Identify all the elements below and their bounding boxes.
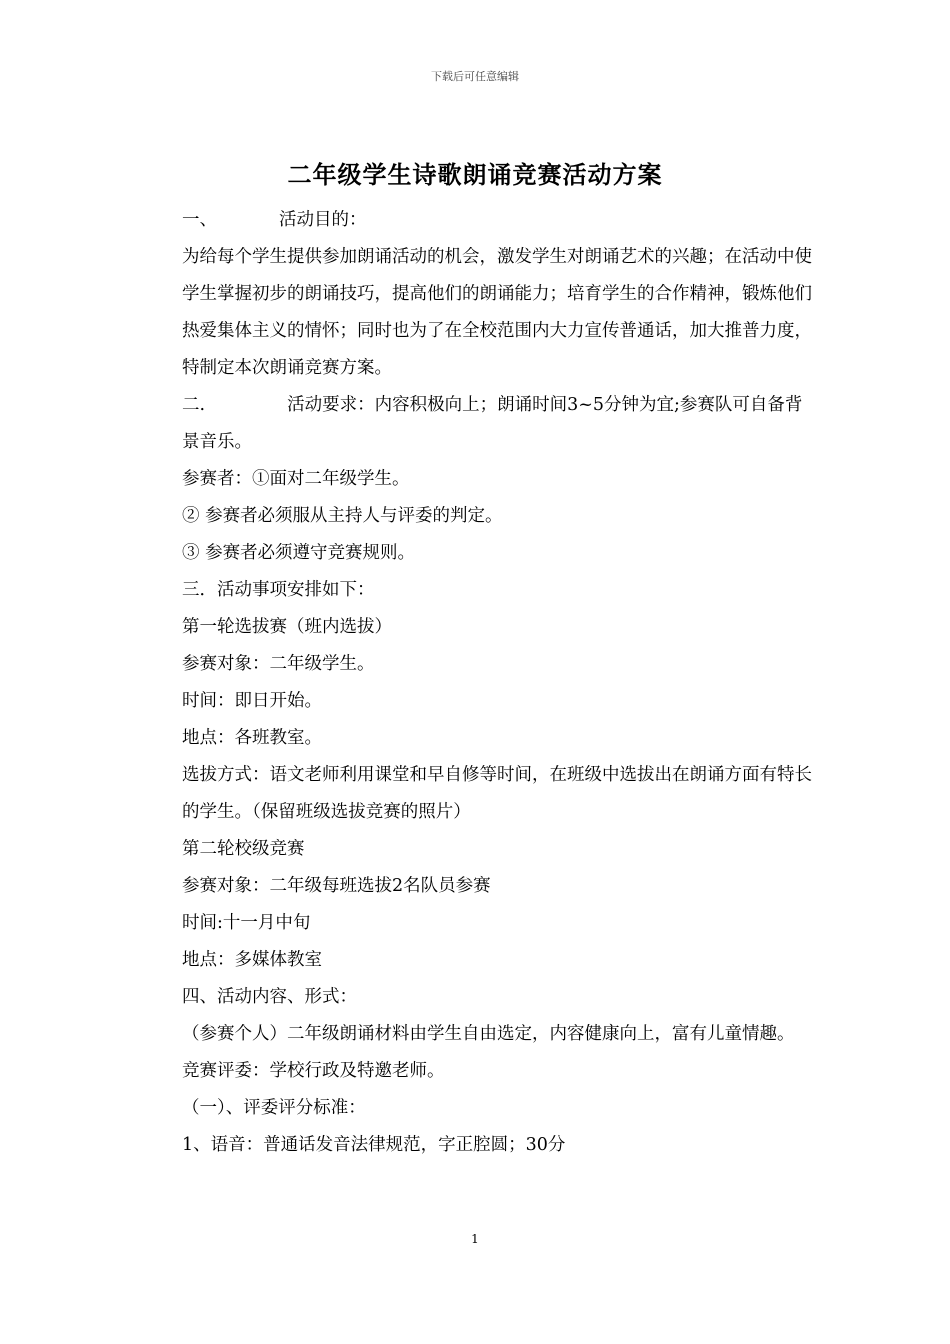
round-1-method: 选拔方式：语文老师利用课堂和早自修等时间，在班级中选拔出在朗诵方面有特长的学生。（保留班级选拔竞赛的照片） xyxy=(182,765,812,822)
section-1-heading xyxy=(145,202,813,239)
participants-line-3: ③ 参赛者必须遵守竞赛规则。 xyxy=(182,543,416,563)
criteria-item-1: 1、语音：普通话发音法律规范，字正腔圆；30分 xyxy=(182,1135,566,1155)
document-body xyxy=(145,202,813,1164)
round-2-target: 参赛对象：二年级每班选拔2名队员参赛 xyxy=(182,876,491,896)
round-2-place: 地点：多媒体教室 xyxy=(182,950,322,970)
content-paragraph: （参赛个人）二年级朗诵材料由学生自由选定，内容健康向上，富有儿童情趣。 xyxy=(182,1024,795,1044)
header-note: 下载后可任意编辑 xyxy=(431,70,519,83)
document-title: 二年级学生诗歌朗诵竞赛活动方案 xyxy=(287,160,663,189)
section-4-heading: 四、活动内容、形式： xyxy=(182,987,357,1007)
section-1-number: 一、 xyxy=(182,210,217,230)
round-1-time: 时间：即日开始。 xyxy=(182,691,322,711)
section-2-paragraph xyxy=(145,387,813,461)
section-2-number: 二. xyxy=(182,395,206,415)
section-1-label: 活动目的： xyxy=(279,210,367,230)
criteria-heading: （一）、评委评分标准： xyxy=(182,1098,366,1118)
round-1-target: 参赛对象：二年级学生。 xyxy=(182,654,375,674)
round-1-title: 第一轮选拔赛（班内选拔） xyxy=(182,617,392,637)
round-2-time: 时间:十一月中旬 xyxy=(182,913,311,933)
purpose-paragraph: 为给每个学生提供参加朗诵活动的机会，激发学生对朗诵艺术的兴趣；在活动中使学生掌握初步的朗诵技巧，提高他们的朗诵能力；培育学生的合作精神，锻炼他们热爱集体主义的情怀；同时也为了在全校范围内大力宣传普通话，加大推普力度，特制定本次朗诵竞赛方案。 xyxy=(182,247,812,378)
page-number: 1 xyxy=(471,1232,479,1246)
round-1-place: 地点：各班教室。 xyxy=(182,728,322,748)
round-2-title: 第二轮校级竞赛 xyxy=(182,839,305,859)
participants-line-1: 参赛者：①面对二年级学生。 xyxy=(182,469,410,489)
section-2-text: 活动要求：内容积极向上；朗诵时间3~5分钟为宜;参赛队可自备背景音乐。 xyxy=(182,395,803,452)
participants-line-2: ② 参赛者必须服从主持人与评委的判定。 xyxy=(182,506,503,526)
judges-line: 竞赛评委：学校行政及特邀老师。 xyxy=(182,1061,445,1081)
section-3-heading: 三．活动事项安排如下： xyxy=(182,580,375,600)
